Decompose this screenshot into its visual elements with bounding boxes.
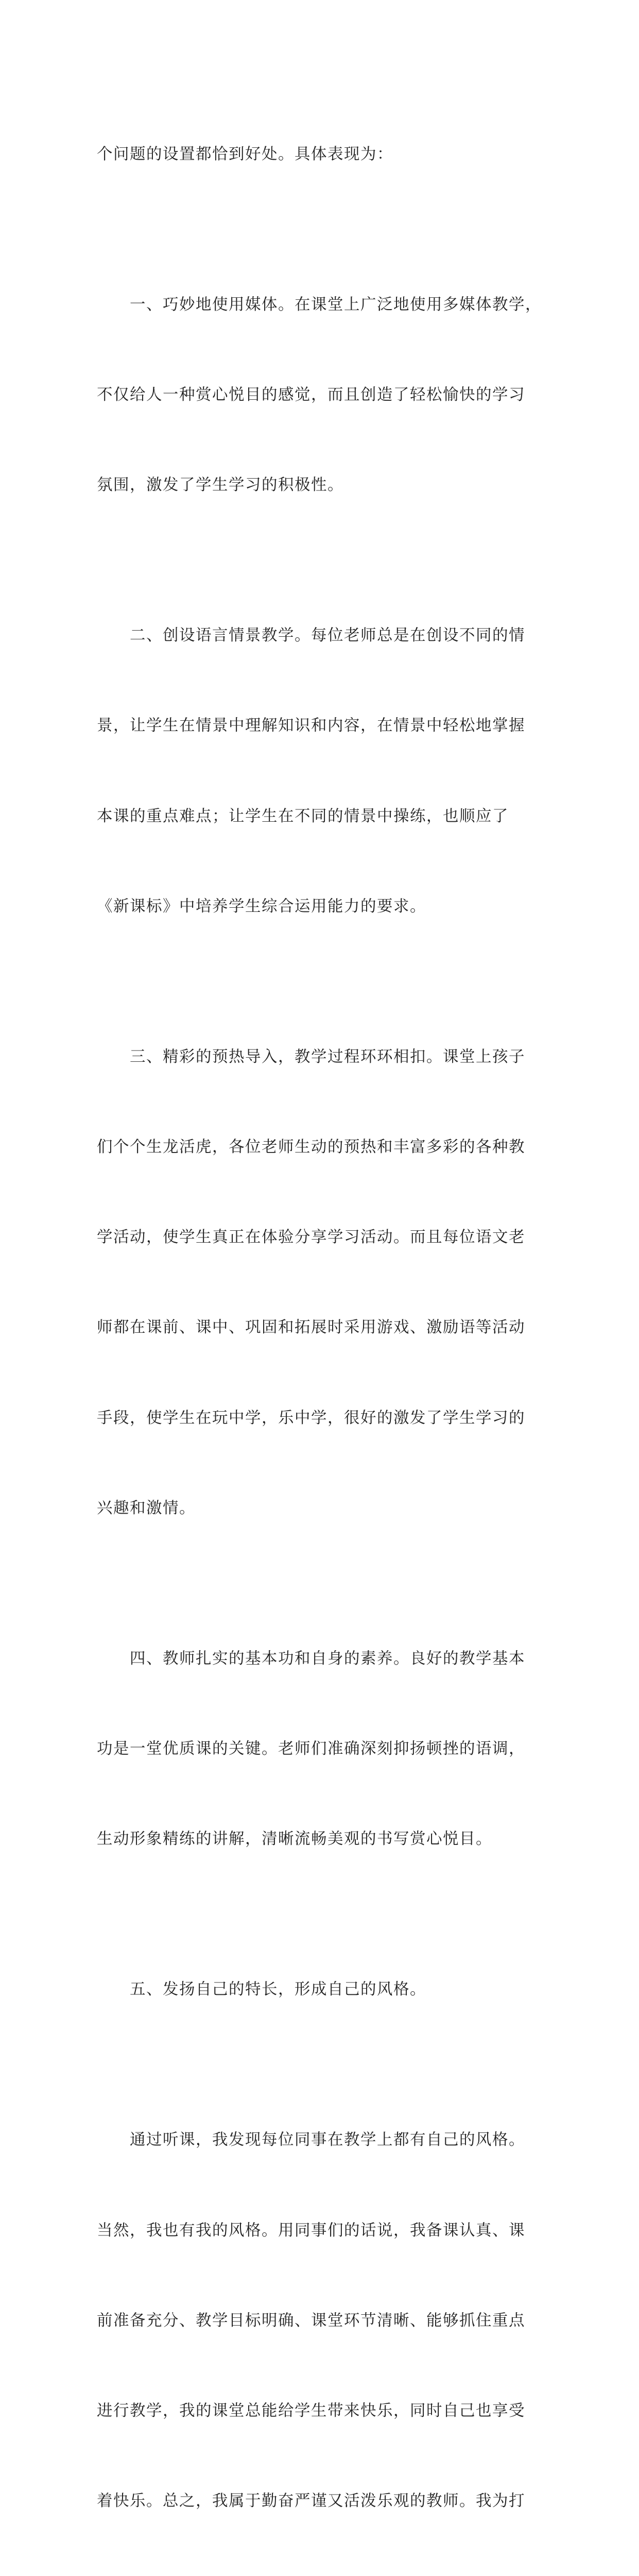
text-line: 四、教师扎实的基本功和自身的素养。良好的教学基本 (97, 1649, 525, 1668)
text-line: 师都在课前、课中、巩固和拓展时采用游戏、激励语等活动 (97, 1318, 525, 1337)
paragraph-point-5 (97, 1915, 545, 2065)
text-line: 着快乐。总之，我属于勤奋严谨又活泼乐观的教师。我为打 (97, 2492, 525, 2511)
text-line: 学活动，使学生真正在体验分享学习活动。而且每位语文老 (97, 1228, 525, 1247)
paragraph-conclusion (97, 2065, 545, 2576)
text-line: 五、发扬自己的特长，形成自己的风格。 (97, 1980, 426, 1999)
paragraph-point-2 (97, 561, 545, 982)
paragraph-point-1 (97, 230, 545, 561)
text-line: 三、精彩的预热导入，教学过程环环相扣。课堂上孩子 (97, 1047, 525, 1066)
paragraph-point-4 (97, 1584, 545, 1914)
text-line: 生动形象精练的讲解，清晰流畅美观的书写赏心悦目。 (97, 1830, 492, 1849)
text-line: 功是一堂优质课的关键。老师们准确深刻抑扬顿挫的语调， (97, 1740, 525, 1758)
body-text (97, 79, 545, 2576)
text-line: 手段，使学生在玩中学，乐中学，很好的激发了学生学习的 (97, 1409, 525, 1427)
text-line: 《新课标》中培养学生综合运用能力的要求。 (97, 897, 426, 916)
text-line: 本课的重点难点；让学生在不同的情景中操练，也顺应了 (97, 807, 509, 825)
text-line: 进行教学，我的课堂总能给学生带来快乐，同时自己也享受 (97, 2401, 525, 2420)
text-line: 一、巧妙地使用媒体。在课堂上广泛地使用多媒体教学， (97, 295, 542, 314)
paragraph-intro (97, 79, 545, 230)
text-line: 景，让学生在情景中理解知识和内容，在情景中轻松地掌握 (97, 717, 525, 735)
text-line: 兴趣和激情。 (97, 1499, 196, 1517)
text-line: 氛围，激发了学生学习的积极性。 (97, 476, 344, 495)
text-line: 前准备充分、教学目标明确、课堂环节清晰、能够抓住重点 (97, 2311, 525, 2330)
text-line: 二、创设语言情景教学。每位老师总是在创设不同的情 (97, 626, 525, 645)
text-line: 通过听课，我发现每位同事在教学上都有自己的风格。 (97, 2131, 525, 2149)
text-line: 不仅给人一种赏心悦目的感觉，而且创造了轻松愉快的学习 (97, 386, 525, 404)
text-line: 个问题的设置都恰到好处。具体表现为： (97, 145, 393, 163)
text-line: 当然，我也有我的风格。用同事们的话说，我备课认真、课 (97, 2221, 525, 2240)
text-line: 们个个生龙活虎，各位老师生动的预热和丰富多彩的各种教 (97, 1138, 525, 1157)
paragraph-point-3 (97, 982, 545, 1584)
